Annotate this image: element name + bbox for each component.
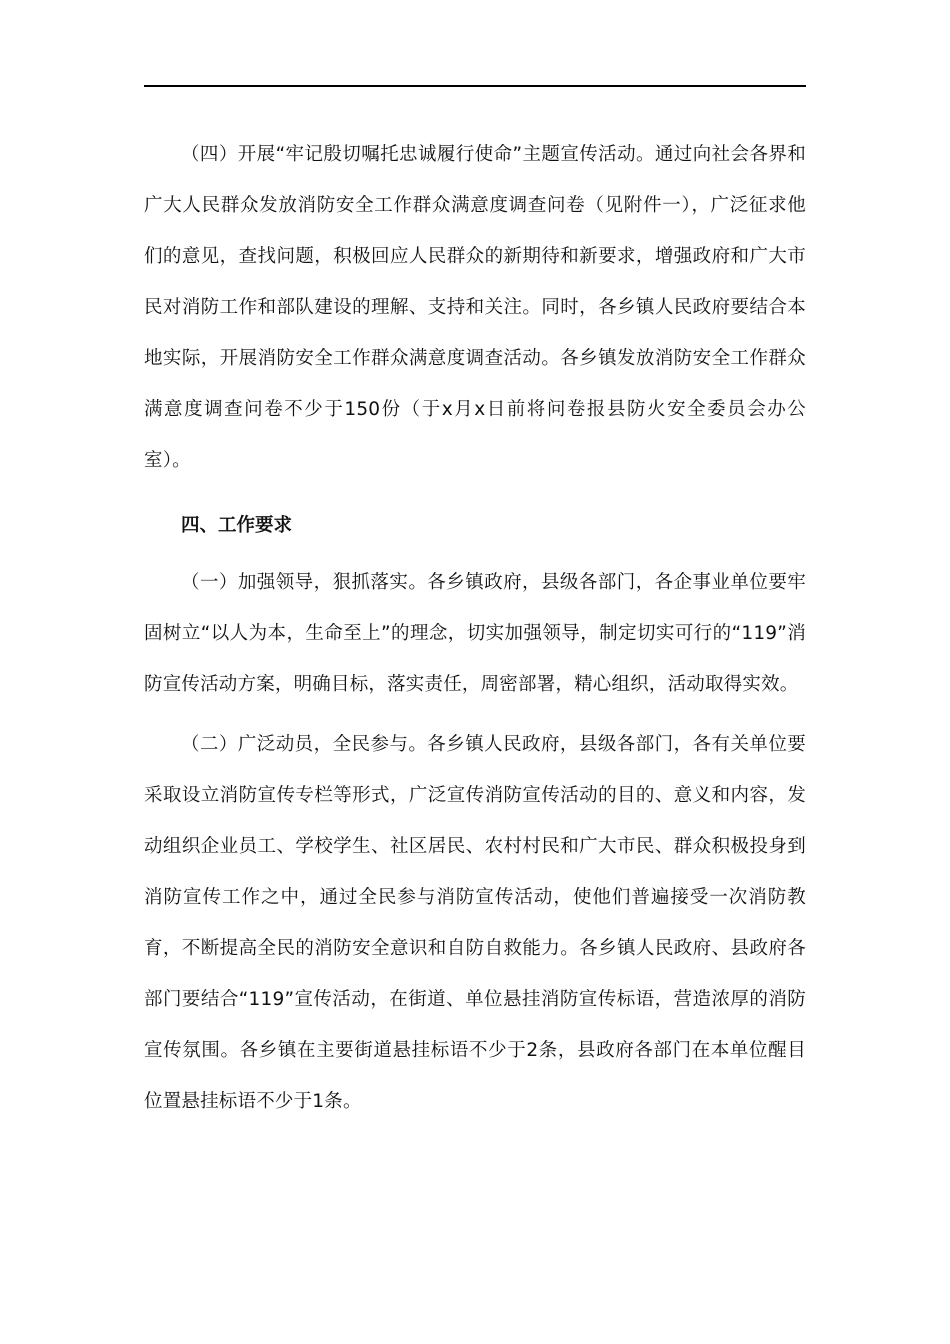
paragraph-gap (144, 710, 806, 719)
paragraph-leadership: （一）加强领导，狠抓落实。各乡镇政府，县级各部门，各企事业单位要牢固树立“以人为本，生命至上”的理念，切实加强领导，制定切实可行的“119”消防宣传活动方案，明确目标，落实责任，周密部署，精心组织，活动取得实效。 (144, 572, 806, 695)
paragraph-mobilization: （二）广泛动员，全民参与。各乡镇人民政府，县级各部门，各有关单位要采取设立消防宣传专栏等形式，广泛宣传消防宣传活动的目的、意义和内容，发动组织企业员工、学校学生、社区居民、农村村民和广大市民、群众积极投身到消防宣传工作之中，通过全民参与消防宣传活动，使他们普遍接受一次消防教育，不断提高全民的消防安全意识和自防自救能力。各乡镇人民政府、县政府各部门要结合“119”宣传活动，在街道、单位悬挂消防宣传标语，营造浓厚的消防宣传氛围。各乡镇在主要街道悬挂标语不少于2条，县政府各部门在本单位醒目位置悬挂标语不少于1条。 (144, 734, 806, 1112)
section-heading-work-requirements: 四、工作要求 (181, 515, 293, 536)
header-rule (144, 85, 806, 87)
document-body (144, 129, 806, 1127)
paragraph-publicity-survey: （四）开展“牢记殷切嘱托忠诚履行使命”主题宣传活动。通过向社会各界和广大人民群众发放消防安全工作群众满意度调查问卷（见附件一），广泛征求他们的意见，查找问题，积极回应人民群众的新期待和新要求，增强政府和广大市民对消防工作和部队建设的理解、支持和关注。同时，各乡镇人民政府要结合本地实际，开展消防安全工作群众满意度调查活动。各乡镇发放消防安全工作群众满意度调查问卷不少于150份（于x月x日前将问卷报县防火安全委员会办公室）。 (144, 144, 806, 471)
paragraph-gap (144, 486, 806, 495)
